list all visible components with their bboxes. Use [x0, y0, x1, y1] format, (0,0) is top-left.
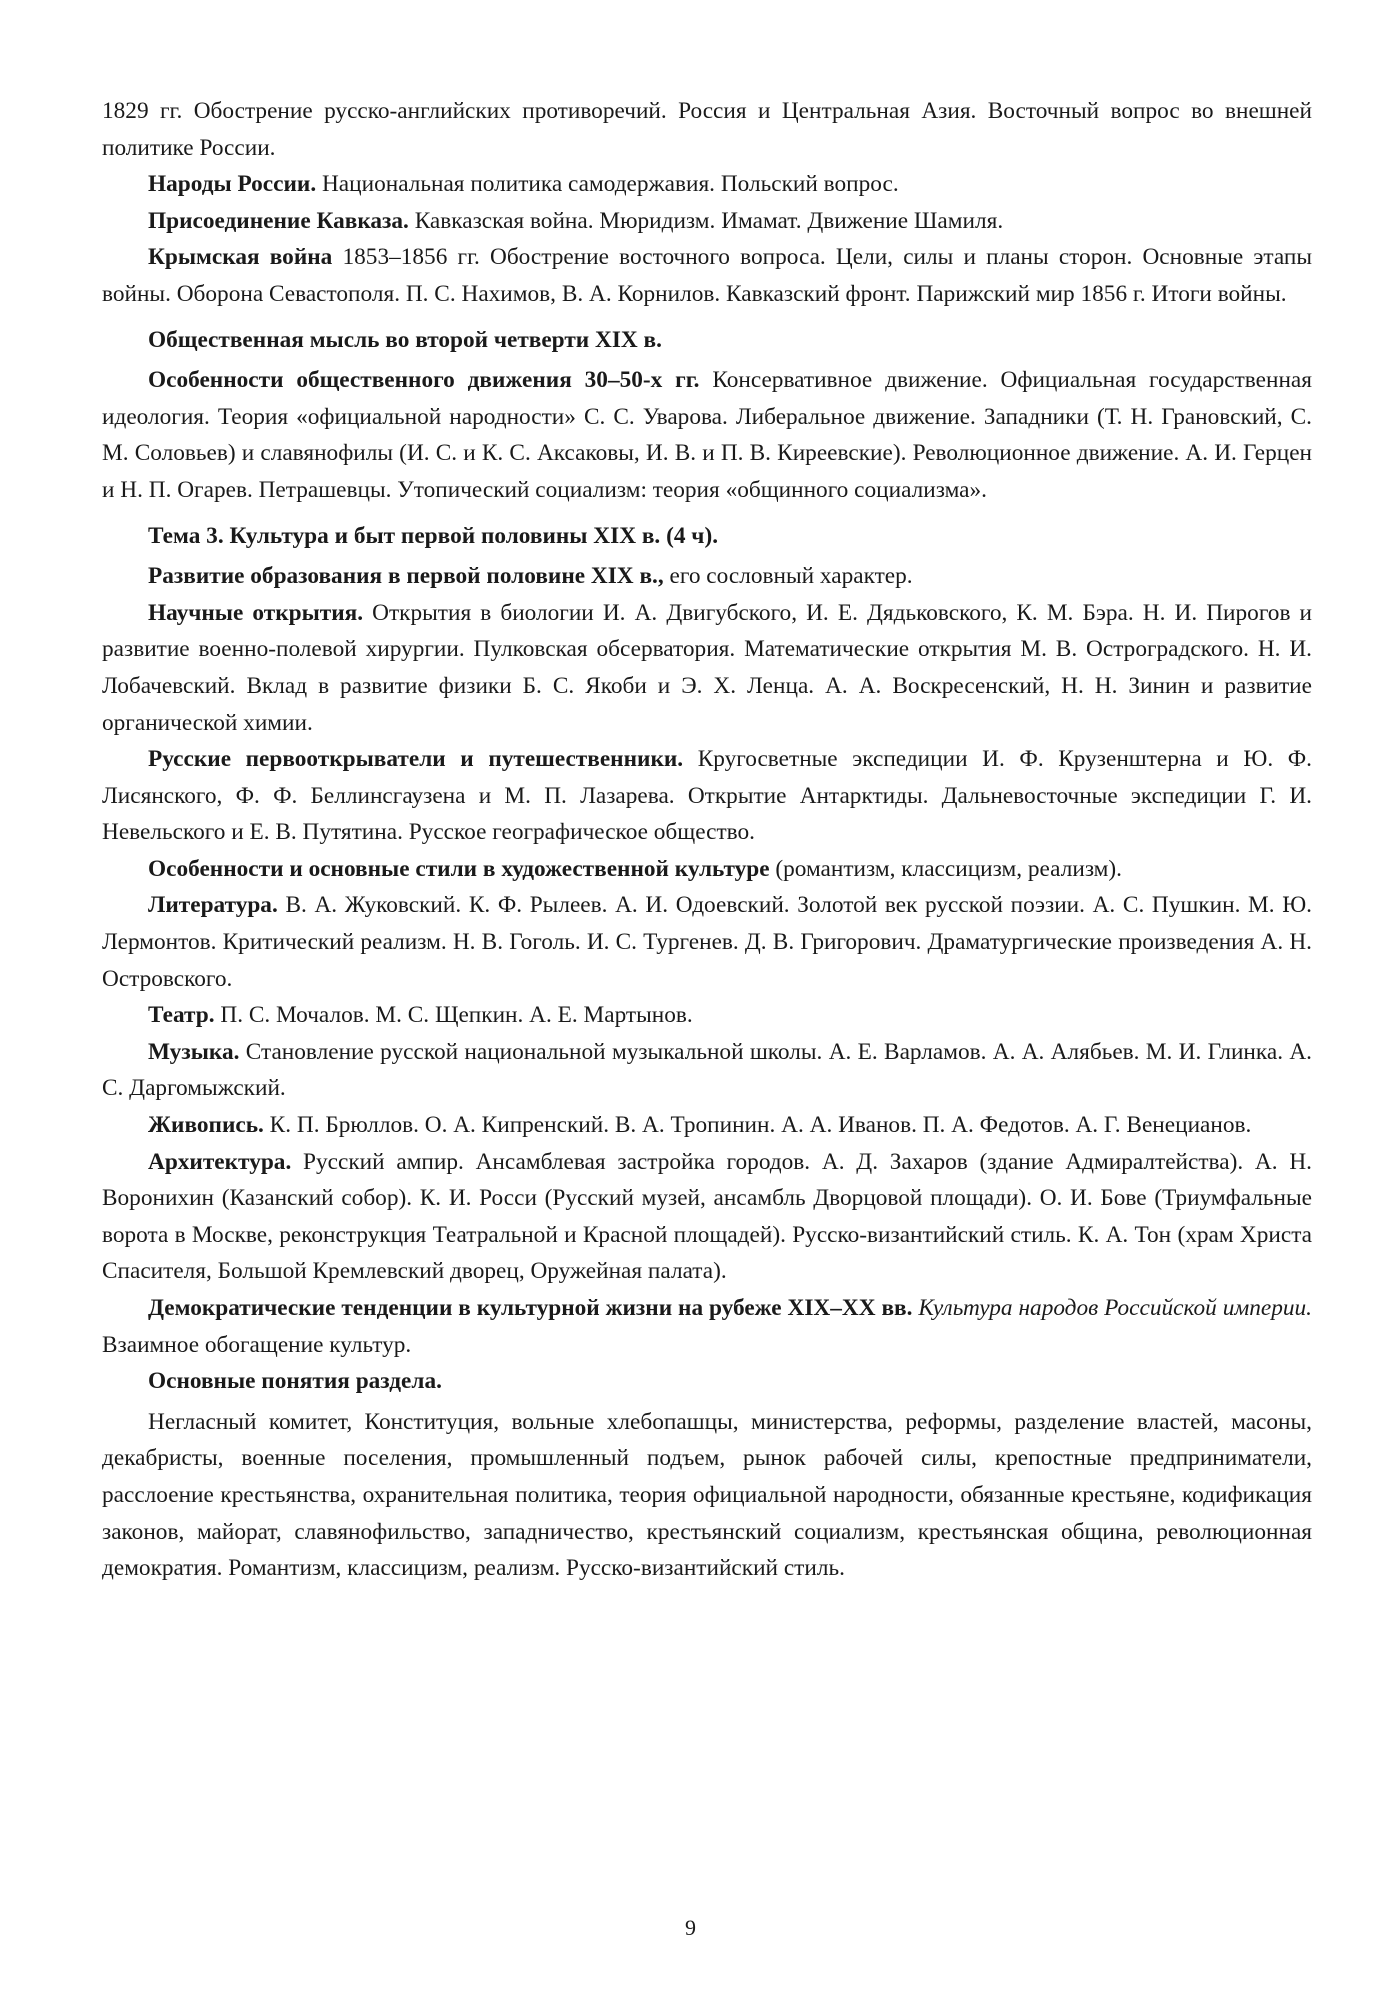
body-text: К. П. Брюллов. О. А. Кипренский. В. А. Тропинин. А. А. Иванов. П. А. Федотов. А. Г. Венецианов. — [263, 1112, 1252, 1139]
bold-term: Присоединение Кавказа. — [148, 207, 409, 234]
bold-term: Особенности общественного движения 30–50-х гг. — [148, 367, 700, 394]
section-heading — [102, 1363, 1312, 1400]
paragraph — [102, 1290, 1312, 1363]
body-text: Русский ампир. Ансамблевая застройка городов. А. Д. Захаров (здание Адмиралтейства). А. Н. Воронихин (Казанский собор). К. И. Росси (Русский музей, ансамбль Дворцовой площади). О. И. Бове (Триумфальные ворота в Москве, реконструкция Театральной и Красной площадей). Русско-византийский стиль. К. А. Тон (храм Христа Спасителя, Большой Кремлевский дворец, Оружейная палата). — [102, 1148, 1312, 1285]
bold-term: Научные открытия. — [148, 599, 364, 626]
paragraph — [102, 1034, 1312, 1107]
paragraph — [102, 558, 1312, 595]
body-text: Консервативное движение. Официальная государственная идеология. Теория «официальной народности» С. С. Уварова. Либеральное движение. Западники (Т. Н. Грановский, С. М. Соловьев) и славянофилы (И. С. и К. С. Аксаковы, И. В. и П. В. Киреевские). Революционное движение. А. И. Герцен и Н. П. Огарев. Петрашевцы. Утопический социализм: теория «общинного социализма». — [102, 367, 1312, 503]
section-heading — [102, 518, 1312, 555]
body-text: Становление русской национальной музыкальной школы. А. Е. Варламов. А. А. Алябьев. М. И. Глинка. А. С. Даргомыжский. — [102, 1038, 1312, 1102]
paragraph — [102, 93, 1312, 166]
bold-term: Живопись. — [148, 1112, 264, 1139]
body-text: 1829 гг. Обострение русско-английских противоречий. Россия и Центральная Азия. Восточный вопрос во внешней политике России. — [102, 98, 1312, 161]
paragraph — [102, 741, 1312, 851]
bold-term: Основные понятия раздела. — [148, 1368, 442, 1395]
section-heading — [102, 322, 1312, 359]
paragraph — [102, 362, 1312, 508]
bold-term: Тема 3. Культура и быт первой половины XIX в. (4 ч). — [148, 522, 719, 549]
bold-term: Литература. — [148, 892, 278, 919]
paragraph — [102, 239, 1312, 312]
paragraph — [102, 887, 1312, 997]
bold-term: Крымская война — [148, 244, 333, 271]
bold-term: Театр. — [148, 1002, 215, 1029]
bold-term: Демократические тенденции в культурной жизни на рубеже XIX–XX вв. — [148, 1295, 913, 1321]
paragraph — [102, 595, 1312, 741]
body-text: В. А. Жуковский. К. Ф. Рылеев. А. И. Одоевский. Золотой век русской поэзии. А. С. Пушкин. М. Ю. Лермонтов. Критический реализм. Н. В. Гоголь. И. С. Тургенев. Д. В. Григорович. Драматургические произведения А. Н. Островского. — [102, 892, 1312, 992]
body-text: Кавказская война. Мюридизм. Имамат. Движение Шамиля. — [408, 207, 1004, 234]
bold-term: Музыка. — [148, 1038, 240, 1065]
body-text: Кругосветные экспедиции И. Ф. Крузенштерна и Ю. Ф. Лисянского, Ф. Ф. Беллинсгаузена и М. П. Лазарева. Открытие Антарктиды. Дальневосточные экспедиции Г. И. Невельского и Е. В. Путятина. Русское географическое общество. — [102, 746, 1312, 846]
paragraph — [102, 166, 1312, 203]
body-text: Национальная политика самодержавия. Польский вопрос. — [316, 171, 899, 198]
paragraph — [102, 1107, 1312, 1144]
bold-term: Общественная мысль во второй четверти XIX в. — [148, 326, 662, 353]
body-text: 1853–1856 гг. Обострение восточного вопроса. Цели, силы и планы сторон. Основные этапы войны. Оборона Севастополя. П. С. Нахимов, В. А. Корнилов. Кавказский фронт. Парижский мир 1856 г. Итоги войны. — [102, 244, 1312, 307]
body-text: Взаимное обогащение культур. — [102, 1331, 412, 1358]
bold-term: Особенности и основные стили в художественной культуре — [148, 855, 770, 882]
body-text: Негласный комитет, Конституция, вольные хлебопашцы, министерства, реформы, разделение властей, масоны, декабристы, военные поселения, промышленный подъем, рынок рабочей силы, крепостные предприниматели, расслоение крестьянства, охранительная политика, теория официальной народности, обязанные крестьяне, кодификация законов, майорат, славянофильство, западничество, крестьянский социализм, крестьянская община, революционная демократия. Романтизм, классицизм, реализм. Русско-византийский стиль. — [102, 1408, 1312, 1582]
bold-term: Народы России. — [148, 171, 317, 198]
page-number: 9 — [685, 1915, 696, 1940]
page-body — [102, 93, 1312, 1587]
paragraph — [102, 1404, 1312, 1587]
bold-term: Развитие образования в первой половине XIX в., — [148, 563, 664, 590]
paragraph — [102, 1144, 1312, 1290]
body-text: (романтизм, классицизм, реализм). — [769, 855, 1123, 882]
paragraph — [102, 203, 1312, 240]
paragraph — [102, 997, 1312, 1034]
body-text: Открытия в биологии И. А. Двигубского, И. Е. Дядьковского, К. М. Бэра. Н. И. Пирогов и развитие военно-полевой хирургии. Пулковская обсерватория. Математические открытия М. В. Остроградского. Н. И. Лобачевский. Вклад в развитие физики Б. С. Якоби и Э. Х. Ленца. А. А. Воскресенский, Н. Н. Зинин и развитие органической химии. — [102, 599, 1312, 736]
bold-term: Архитектура. — [148, 1148, 292, 1175]
paragraph — [102, 851, 1312, 888]
italic-text: Культура народов Российской империи. — [918, 1295, 1312, 1321]
body-text: П. С. Мочалов. М. С. Щепкин. А. Е. Мартынов. — [214, 1002, 693, 1029]
bold-term: Русские первооткрыватели и путешественники. — [148, 746, 684, 773]
body-text: его сословный характер. — [663, 563, 913, 590]
